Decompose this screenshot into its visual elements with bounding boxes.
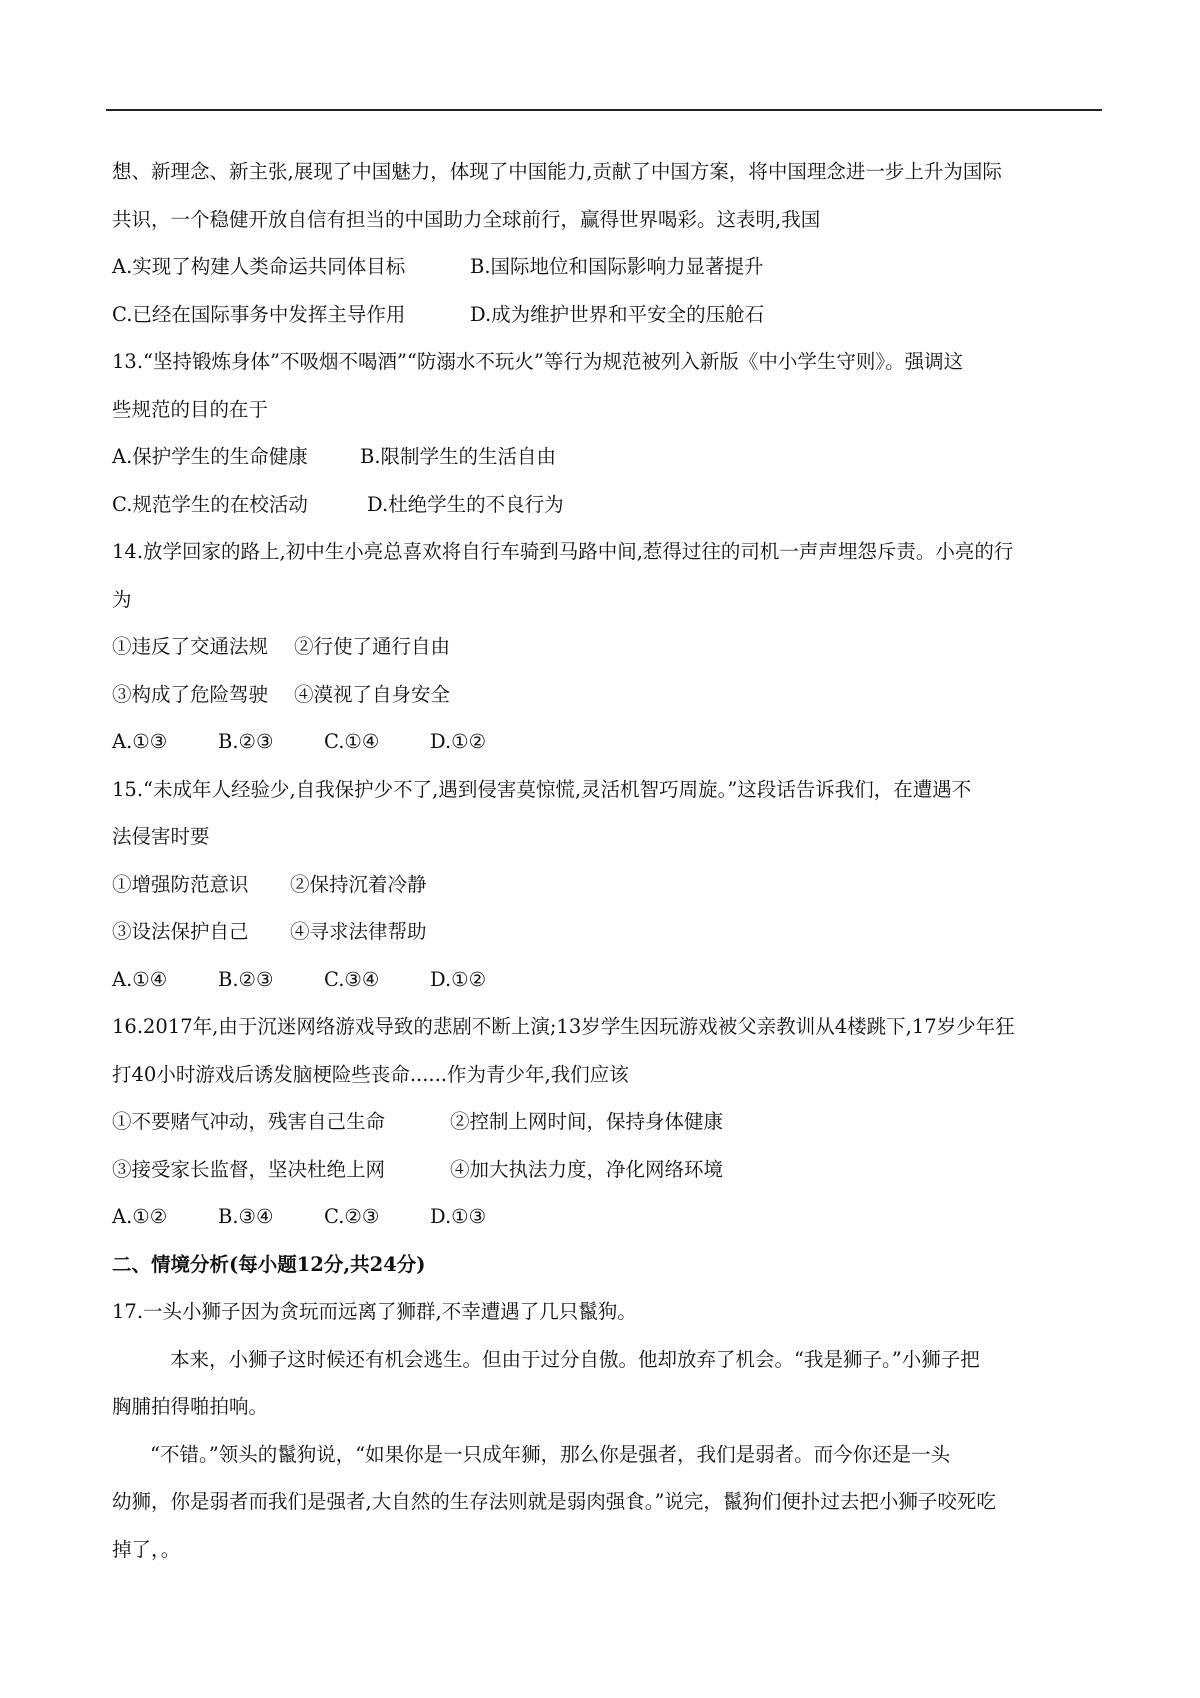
q14-option-d: D.①② xyxy=(430,730,487,753)
q16-statement-1: ①不要赌气冲动，残害自己生命 xyxy=(112,1110,386,1133)
q17-paragraph-1-line-2: 胸脯拍得啪拍响。 xyxy=(112,1395,269,1418)
q14-option-c: C.①④ xyxy=(324,730,380,753)
q17-paragraph-2-line-2: 幼狮，你是弱者而我们是强者,大自然的生存法则就是弱肉强食。”说完，鬣狗们便扑过去把小狮子咬死吃 xyxy=(112,1490,996,1513)
q16-option-c: C.②③ xyxy=(324,1205,380,1228)
q14-statement-4: ④漠视了自身安全 xyxy=(294,682,451,706)
q16-statement-2: ②控制上网时间，保持身体健康 xyxy=(450,1110,724,1133)
q15-option-b: B.②③ xyxy=(218,967,274,991)
q12-option-d: D.成为维护世界和平安全的压舱石 xyxy=(470,302,765,326)
q15-statements-row-1 xyxy=(112,861,1100,909)
q16-statements-row-1 xyxy=(112,1098,1100,1146)
q17-stem: 17.一头小狮子因为贪玩而远离了狮群,不幸遭遇了几只鬣狗。 xyxy=(112,1300,637,1323)
q14-statement-2: ②行使了通行自由 xyxy=(294,635,451,658)
q16-option-d: D.①③ xyxy=(430,1205,487,1228)
q13-options-row-1 xyxy=(112,433,1100,481)
section-2-heading: 二、情境分析(每小题12分,共24分) xyxy=(112,1252,426,1276)
q13-options-row-2 xyxy=(112,481,1100,529)
q14-option-b: B.②③ xyxy=(218,730,274,753)
q15-option-d: D.①② xyxy=(430,967,487,991)
q15-option-c: C.③④ xyxy=(324,967,380,991)
q14-statements-row-2 xyxy=(112,671,1100,719)
q15-statement-4: ④寻求法律帮助 xyxy=(290,920,427,943)
q16-statement-4: ④加大执法力度，净化网络环境 xyxy=(450,1157,724,1181)
q14-option-a: A.①③ xyxy=(112,730,168,753)
q16-statements-row-2 xyxy=(112,1146,1100,1194)
q12-option-b: B.国际地位和国际影响力显著提升 xyxy=(470,255,764,278)
q15-stem-line-2: 法侵害时要 xyxy=(112,825,210,848)
q15-options-row xyxy=(112,956,1100,1004)
q12-options-row-1 xyxy=(112,243,1100,291)
q15-stem-line-1: 15.“未成年人经验少,自我保护少不了,遇到侵害莫惊慌,灵活机智巧周旋。”这段话告诉我们，在遭遇不 xyxy=(112,777,972,801)
q12-stem-line-2: 共识，一个稳健开放自信有担当的中国助力全球前行，赢得世界喝彩。这表明,我国 xyxy=(112,207,821,231)
q12-option-c: C.已经在国际事务中发挥主导作用 xyxy=(112,302,406,326)
q16-statement-3: ③接受家长监督，坚决杜绝上网 xyxy=(112,1157,386,1181)
q13-stem-line-2: 些规范的目的在于 xyxy=(112,397,269,421)
q15-statement-2: ②保持沉着冷静 xyxy=(290,872,427,896)
q15-statement-3: ③设法保护自己 xyxy=(112,920,249,943)
q17-paragraph-2-line-3: 掉了，。 xyxy=(112,1537,181,1561)
q17-paragraph-2-line-1: “不错。”领头的鬣狗说，“如果你是一只成年狮，那么你是强者，我们是弱者。而今你还是一头 xyxy=(150,1442,951,1466)
q15-statement-1: ①增强防范意识 xyxy=(112,872,249,896)
q14-stem-line-2: 为 xyxy=(112,587,132,611)
q14-stem-line-1: 14.放学回家的路上,初中生小亮总喜欢将自行车骑到马路中间,惹得过往的司机一声声埋怨斥责。小亮的行 xyxy=(112,540,1014,563)
q15-statements-row-2 xyxy=(112,908,1100,956)
q14-statement-1: ①违反了交通法规 xyxy=(112,635,269,658)
q15-option-a: A.①④ xyxy=(112,967,168,991)
q14-statement-3: ③构成了危险驾驶 xyxy=(112,682,269,706)
page-content xyxy=(112,148,1100,1573)
q13-stem-line-1: 13.“坚持锻炼身体”不吸烟不喝酒”“防溺水不玩火”等行为规范被列入新版《中小学生守则》。强调这 xyxy=(112,350,964,373)
q12-option-a: A.实现了构建人类命运共同体目标 xyxy=(112,255,406,278)
q14-statements-row-1 xyxy=(112,623,1100,671)
q16-stem-line-2: 打40小时游戏后诱发脑梗险些丧命......作为青少年,我们应该 xyxy=(112,1062,629,1086)
header-rule xyxy=(106,109,1102,111)
q16-option-a: A.①② xyxy=(112,1205,168,1228)
q16-option-b: B.③④ xyxy=(218,1205,274,1228)
q12-options-row-2 xyxy=(112,291,1100,339)
q16-options-row xyxy=(112,1193,1100,1241)
q13-option-d: D.杜绝学生的不良行为 xyxy=(367,492,564,516)
q13-option-c: C.规范学生的在校活动 xyxy=(112,492,308,516)
q12-stem-line-1: 想、新理念、新主张,展现了中国魅力，体现了中国能力,贡献了中国方案，将中国理念进一步上升为国际 xyxy=(112,160,1002,183)
q13-option-b: B.限制学生的生活自由 xyxy=(360,445,557,468)
q17-paragraph-1-line-1: 本来，小狮子这时候还有机会逃生。但由于过分自傲。他却放弃了机会。“我是狮子。”小狮子把 xyxy=(170,1347,980,1371)
q13-option-a: A.保护学生的生命健康 xyxy=(112,445,308,468)
q14-options-row xyxy=(112,718,1100,766)
q16-stem-line-1: 16.2017年,由于沉迷网络游戏导致的悲剧不断上演;13岁学生因玩游戏被父亲教训从4楼跳下,17岁少年狂 xyxy=(112,1015,1015,1038)
